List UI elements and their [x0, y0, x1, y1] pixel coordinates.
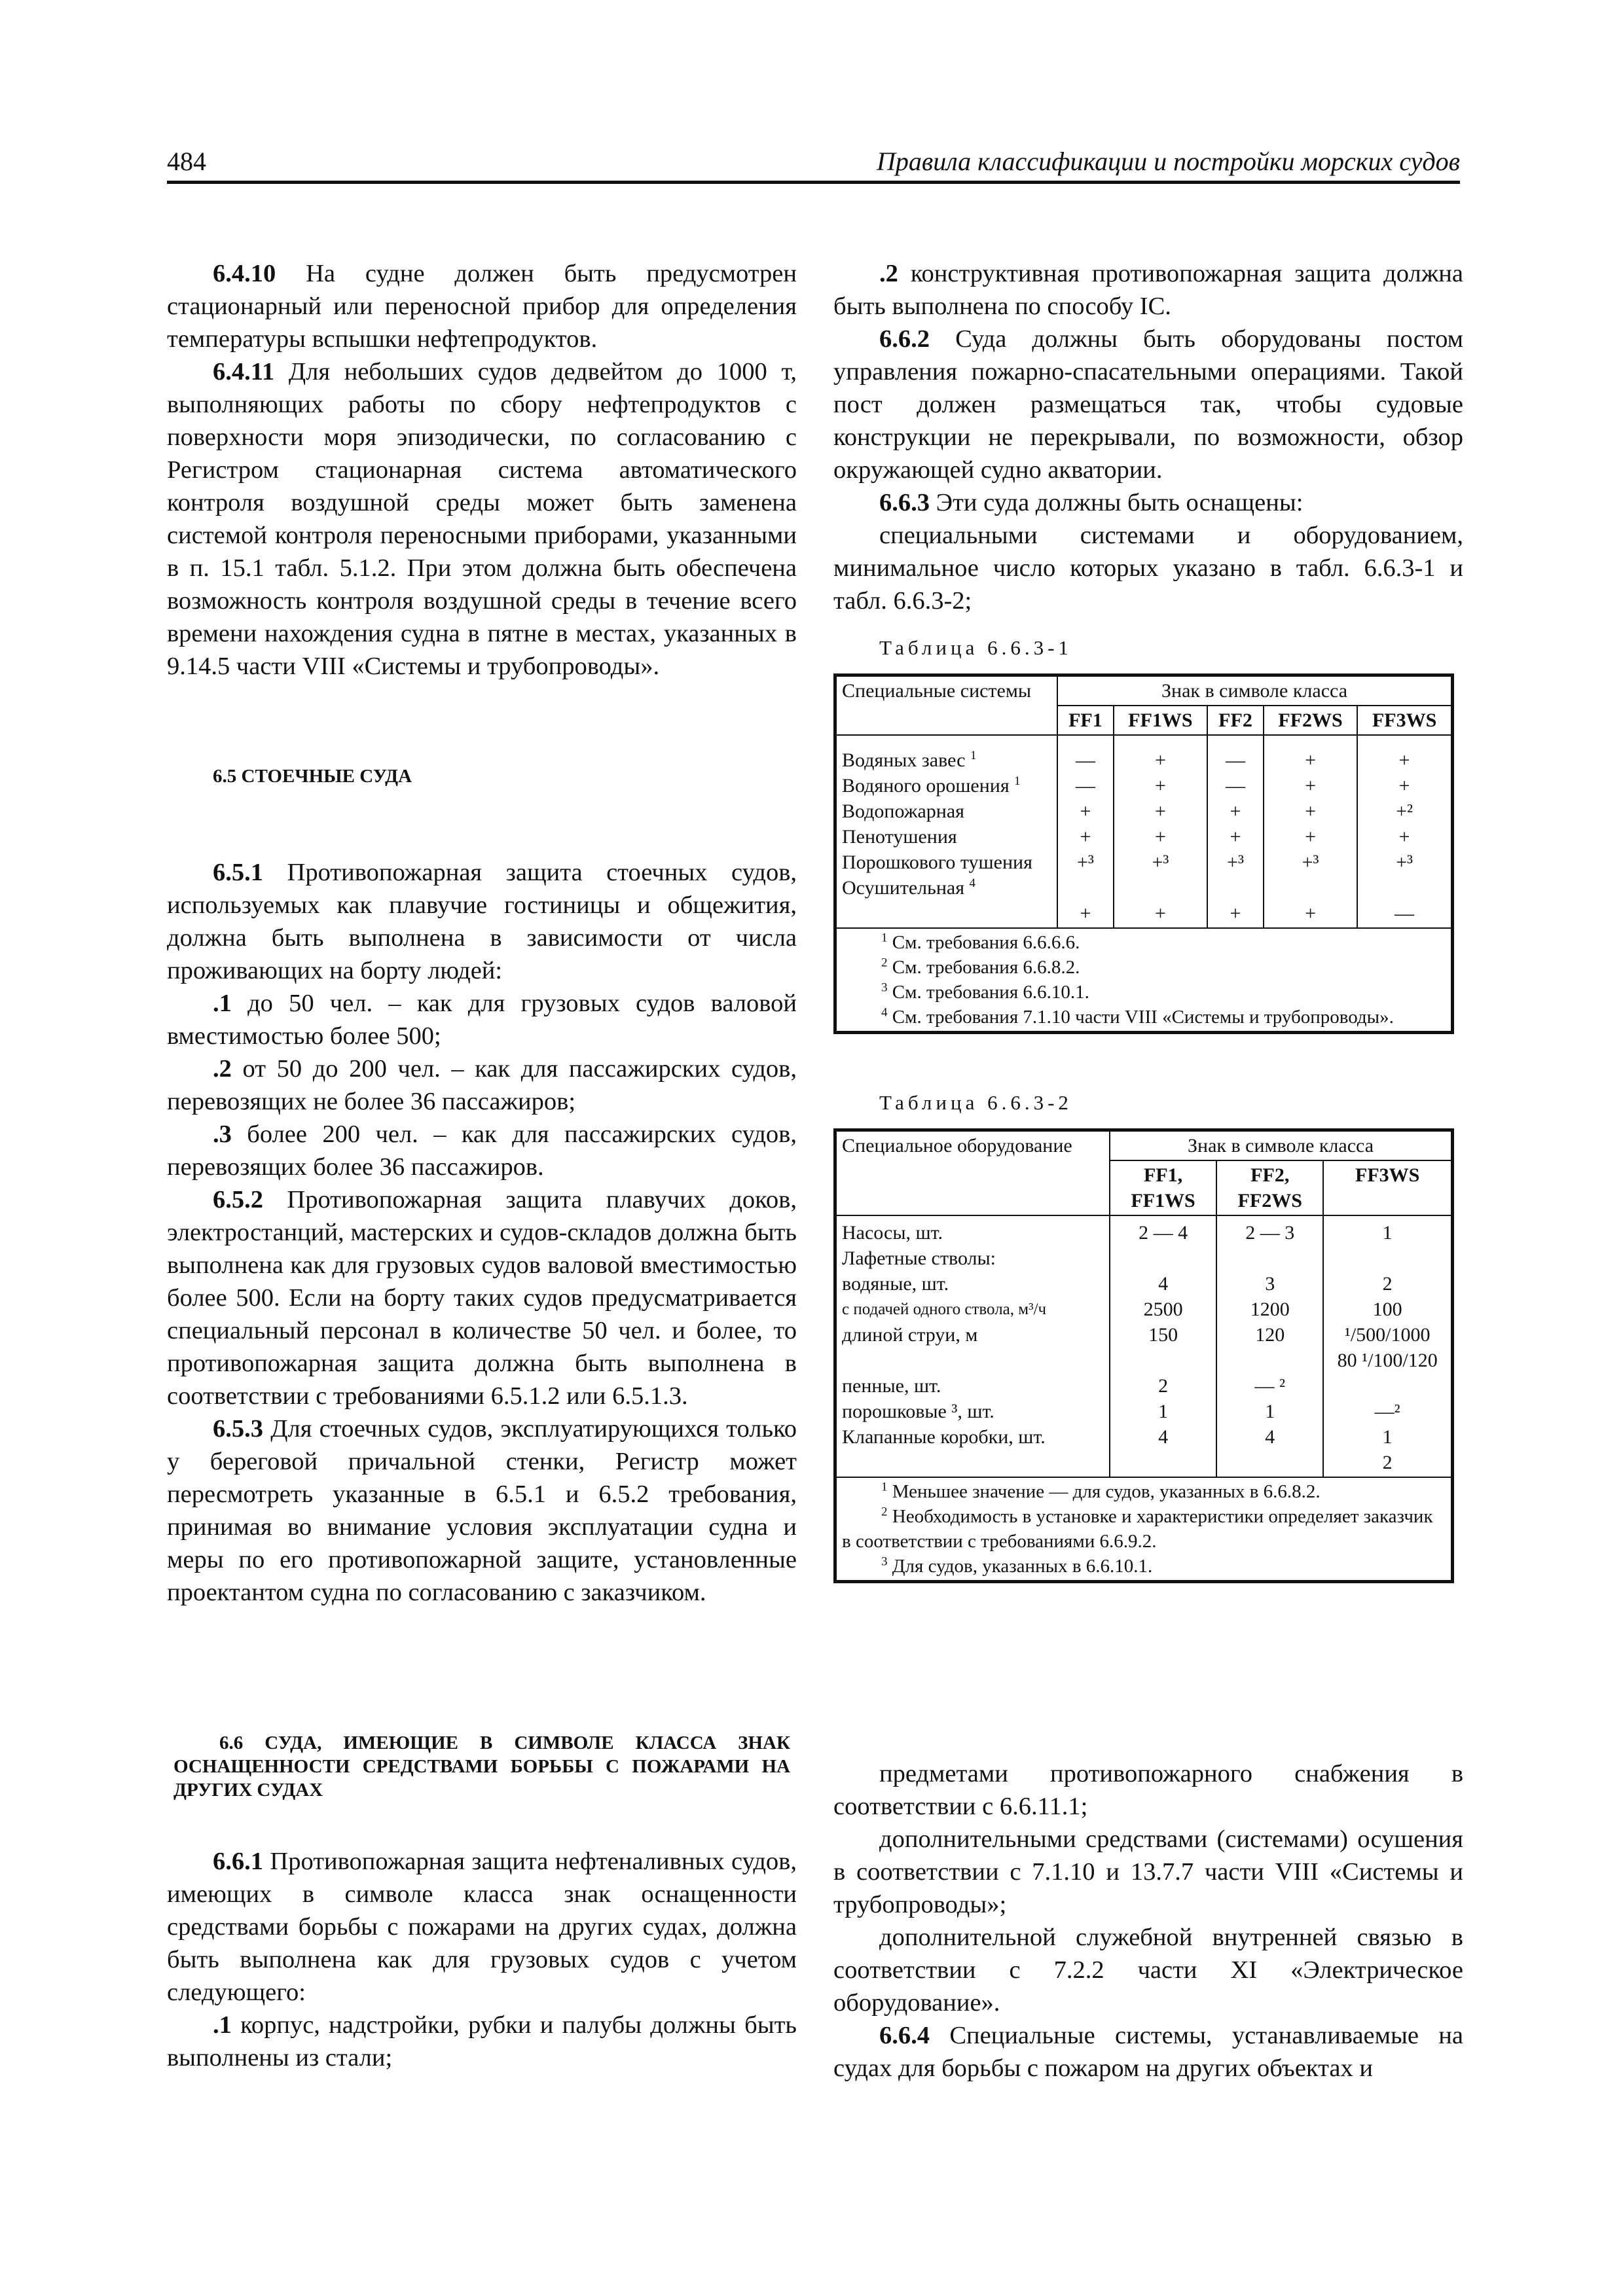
table-1-header-group: Знак в символе класса	[1057, 675, 1453, 706]
paragraph-6-6-3: 6.6.3 Эти суда должны быть оснащены:	[879, 489, 1304, 516]
table-2-caption: Таблица 6.6.3-2	[879, 1091, 1072, 1114]
list-item-1-steel: .1 корпус, надстройки, рубки и палубы должны быть выполнены из стали;	[167, 2011, 797, 2072]
table-6-6-3-1	[833, 673, 1454, 1034]
table-1-class: FF2WS	[1264, 706, 1357, 735]
table-2-class: FF1, FF1WS	[1110, 1160, 1216, 1215]
table-1-caption: Таблица 6.6.3-1	[879, 636, 1072, 659]
paragraph-special-systems: специальными системами и оборудованием, минимальное число которых указано в табл. 6.6.3-1 и табл. 6.6.3-2;	[833, 522, 1463, 615]
list-item-3: .3 более 200 чел. – как для пассажирских судов, перевозящих более 36 пассажиров.	[167, 1121, 797, 1181]
page-number: 484	[167, 147, 206, 176]
table-2-class: FF3WS	[1323, 1160, 1452, 1215]
paragraph-6-6-2: 6.6.2 Суда должны быть оборудованы постом управления пожарно-спасательными операциями. Такой пост должен размещаться так, чтобы судовые конструкции не перекрывали, по возможности, обзор окружающей судно акватории.	[833, 325, 1463, 484]
table-1-header-left: Специальные системы	[835, 675, 1058, 736]
table-1-class: FF2	[1207, 706, 1264, 735]
list-item-2-ic: .2 конструктивная противопожарная защита должна быть выполнена по способу IC.	[833, 260, 1463, 320]
left-column-bottom	[167, 1731, 797, 2074]
right-column-bottom	[833, 1757, 1463, 2085]
table-2-notes: $^1$ Меньшее значение — для судов, указанных в 6.6.8.2. $^2$ Необходимость в установке и характеристики определяет заказчик в соответствии с требованиями 6.6.9.2. $^3$ Для судов, указанных в 6.6.10.1.	[835, 1477, 1453, 1582]
right-column-top	[833, 257, 1463, 1583]
paragraph-6-4-10: 6.4.10 На судне должен быть предусмотрен стационарный или переносной прибор для определения температуры вспышки нефтепродуктов.	[167, 260, 797, 353]
list-item-1: .1 до 50 чел. – как для грузовых судов валовой вместимостью более 500;	[167, 990, 797, 1050]
page-header	[167, 143, 1460, 184]
table-2-header-left: Специальное оборудование	[835, 1130, 1110, 1216]
table-1-body: Водяных завес $^1$ Водяного орошения $^1$ Водопожарная Пенотушения Порошкового тушения Осушительная $^4$ — — + + +³ + + + + + +³ + — — + + +³ + + + + + +³ + + + +² + +³ —	[835, 735, 1453, 928]
table-1-class: FF1WS	[1114, 706, 1207, 735]
paragraph-6-6-1: 6.6.1 Противопожарная защита нефтеналивных судов, имеющих в символе класса знак оснащенности средствами борьбы с пожарами на других судах, должна быть выполнена как для грузовых судов с учетом следующего:	[167, 1848, 797, 2006]
table-2-header-group: Знак в символе класса	[1110, 1130, 1453, 1161]
paragraph-6-6-4: 6.6.4 Специальные системы, устанавливаемые на судах для борьбы с пожаром на других объектах и	[833, 2022, 1463, 2082]
paragraph-6-5-1: 6.5.1 Противопожарная защита стоечных судов, используемых как плавучие гостиницы и общежития, должна быть выполнена в зависимости от числа проживающих на борту людей:	[167, 859, 797, 984]
table-1-notes: $^1$ См. требования 6.6.6.6. $^2$ См. требования 6.6.8.2. $^3$ См. требования 6.6.10.1. $^4$ См. требования 7.1.10 части VIII «Системы и трубопроводы».	[835, 928, 1453, 1033]
paragraph-6-4-11: 6.4.11 Для небольших судов дедвейтом до 1000 т, выполняющих работы по сбору нефтепродуктов с поверхности моря эпизодически, по согласованию с Регистром стационарная система автоматического контроля воздушной среды может быть заменена системой контроля переносными приборами, указанными в п. 15.1 табл. 5.1.2. При этом должна быть обеспечена возможность контроля воздушной среды в течение всего времени нахождения судна в пятне в местах, указанных в 9.14.5 части VIII «Системы и трубопроводы».	[167, 358, 797, 680]
paragraph-6-5-3: 6.5.3 Для стоечных судов, эксплуатирующихся только у береговой причальной стенки, Регистр может пересмотреть указанные в 6.5.1 и 6.5.2 требования, принимая во внимание условия эксплуатации судна и меры по его противопожарной защите, установленные проектантом судна по согласованию с заказчиком.	[167, 1415, 797, 1606]
section-heading-6-5: 6.5 СТОЕЧНЫЕ СУДА	[213, 766, 412, 787]
running-title: Правила классификации и постройки морских судов	[876, 147, 1460, 176]
paragraph-drainage: дополнительными средствами (системами) осушения в соответствии с 7.1.10 и 13.7.7 части VIII «Системы и трубопроводы»;	[833, 1825, 1463, 1918]
table-1-class: FF3WS	[1357, 706, 1452, 735]
table-1-class: FF1	[1057, 706, 1114, 735]
left-column-top	[167, 257, 797, 1609]
list-item-2: .2 от 50 до 200 чел. – как для пассажирских судов, перевозящих не более 36 пассажиров;	[167, 1055, 797, 1115]
paragraph-fire-supplies: предметами противопожарного снабжения в соответствии с 6.6.11.1;	[833, 1760, 1463, 1820]
paragraph-internal-comm: дополнительной служебной внутренней связью в соответствии с 7.2.2 части XI «Электрическое оборудование».	[833, 1924, 1463, 2017]
table-6-6-3-2	[833, 1128, 1454, 1583]
section-heading-6-6: 6.6 СУДА, ИМЕЮЩИЕ В СИМВОЛЕ КЛАССА ЗНАК ОСНАЩЕННОСТИ СРЕДСТВАМИ БОРЬБЫ С ПОЖАРАМИ НА ДРУГИХ СУДАХ	[173, 1732, 790, 1801]
paragraph-6-5-2: 6.5.2 Противопожарная защита плавучих доков, электростанций, мастерских и судов-складов должна быть выполнена как для грузовых судов валовой вместимостью более 500. Если на борту таких судов предусматривается специальный персонал в количестве 50 чел. и более, то противопожарная защита должна быть выполнена в соответствии с требованиями 6.5.1.2 или 6.5.1.3.	[167, 1186, 797, 1410]
table-2-body: Насосы, шт. Лафетные стволы: водяные, шт. с подачей одного ствола, м³/ч длиной струи, м пенные, шт. порошковые ³, шт. Клапанные коробки, шт. 2 — 4 4 2500 150 2 1 4 2 — 3 3 1200 120 — ² 1 4 1 2 100 ¹/500/1000 80 ¹/100/120 —² 1 2	[835, 1215, 1453, 1477]
table-2-class: FF2, FF2WS	[1216, 1160, 1323, 1215]
